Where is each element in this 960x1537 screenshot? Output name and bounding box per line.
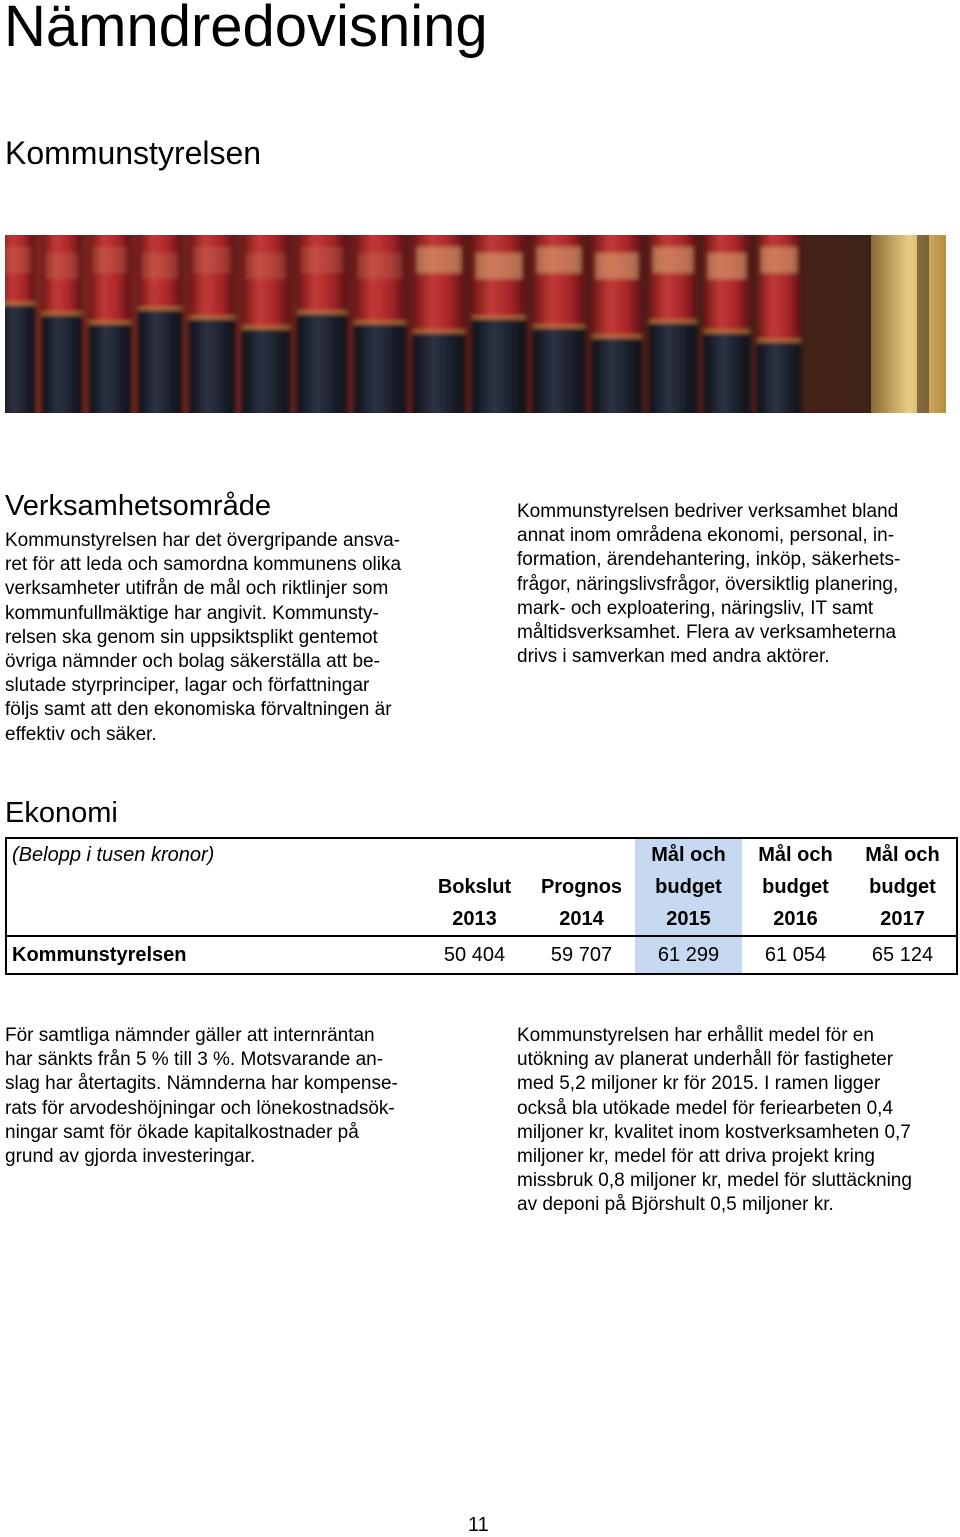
section-heading-ekonomi: Ekonomi [5,797,118,829]
row-name: Kommunstyrelsen [6,936,421,974]
book-spine [138,235,182,413]
section-heading-verksamhet: Verksamhetsområde [5,490,271,522]
book-spine [757,235,801,413]
header-cell: 2014 [559,908,604,930]
header-cell-empty [6,871,421,903]
book-spine [592,235,642,413]
page-subtitle: Kommunstyrelsen [5,135,262,171]
table-header-row [6,903,957,936]
book-spine [533,235,585,413]
table-cell: 59 707 [528,936,635,974]
table-header-row [6,838,957,871]
table-header-row [6,871,957,903]
table-row [6,936,957,974]
verksamhet-text-left: Kommunstyrelsen har det övergripande ansva- ret för att leda och samordna kommunens olika verksamheter utifrån de mål och riktlinjer som kommunfullmäktige har angivit. Kommunsty- relsen ska genom sin uppsiktsplikt gentemot övriga nämnder och bolag säkerställa att be- slutade styrprinciper, lagar och författningar följs samt att den ekonomiska förvaltningen är effektiv och säker. [5,530,402,745]
table-cell: 65 124 [849,936,957,974]
header-cell: Mål och [758,844,833,866]
header-cell: budget [762,876,829,898]
lower-text-right: Kommunstyrelsen har erhållit medel för en utökning av planerat underhåll för fastigheter med 5,2 miljoner kr för 2015. I ramen ligger också bla utökade medel för feriearbeten 0,4 miljoner kr, kvalitet inom kostverksamheten 0,7 miljoner kr, medel för att driva projekt kring missbruk 0,8 miljoner kr, medel för sluttäckning av deponi på Björshult 0,5 miljoner kr. [517,1025,912,1216]
bookshelf-illustration [5,235,946,413]
header-cell [421,838,528,871]
book-spine [5,235,35,413]
book-spine [42,235,82,413]
book-spine [242,235,290,413]
header-cell: 2013 [452,908,497,930]
lower-text-left: För samtliga nämnder gäller att internräntan har sänkts från 5 % till 3 %. Motsvarande an- slag har återtagits. Nämnderna har kompense- rats för arvodeshöjningar och lönekostnadsök- ningar samt för ökade kapitalkostnader på grund av gjorda investeringar. [5,1025,398,1168]
header-cell: 2015 [635,903,742,936]
book-spine [413,235,465,413]
page-title: Nämndredovisning [4,0,488,59]
header-cell [528,838,635,871]
header-cell: budget [869,876,936,898]
book-spine [649,235,697,413]
book-spine [354,235,406,413]
book-spine [704,235,750,413]
page-number: 11 [468,1514,489,1536]
verksamhet-text-right: Kommunstyrelsen bedriver verksamhet bland annat inom områdena ekonomi, personal, in- formation, ärendehantering, inköp, säkerhets- frågor, näringslivsfrågor, översiktlig planering, mark- och exploatering, näringsliv, IT samt måltidsverksamhet. Flera av verksamheterna drivs i samverkan med andra aktörer. [517,501,901,668]
book-spine [89,235,131,413]
table-cell: 50 404 [421,936,528,974]
book-spine [297,235,347,413]
header-cell: Mål och [865,844,940,866]
table-caption: (Belopp i tusen kronor) [12,844,215,866]
table-cell: 61 054 [742,936,849,974]
book-spine [472,235,526,413]
economy-table [5,837,958,975]
header-cell: Prognos [540,876,623,898]
header-cell: 2017 [880,908,925,930]
header-cell: Bokslut [437,876,512,898]
header-cell: 2016 [773,908,818,930]
book-spine [189,235,235,413]
bookshelf-photo [5,235,946,413]
table-cell: 61 299 [635,936,742,974]
header-cell: budget [635,871,742,903]
header-cell-empty [6,903,421,936]
header-cell: Mål och [635,838,742,871]
